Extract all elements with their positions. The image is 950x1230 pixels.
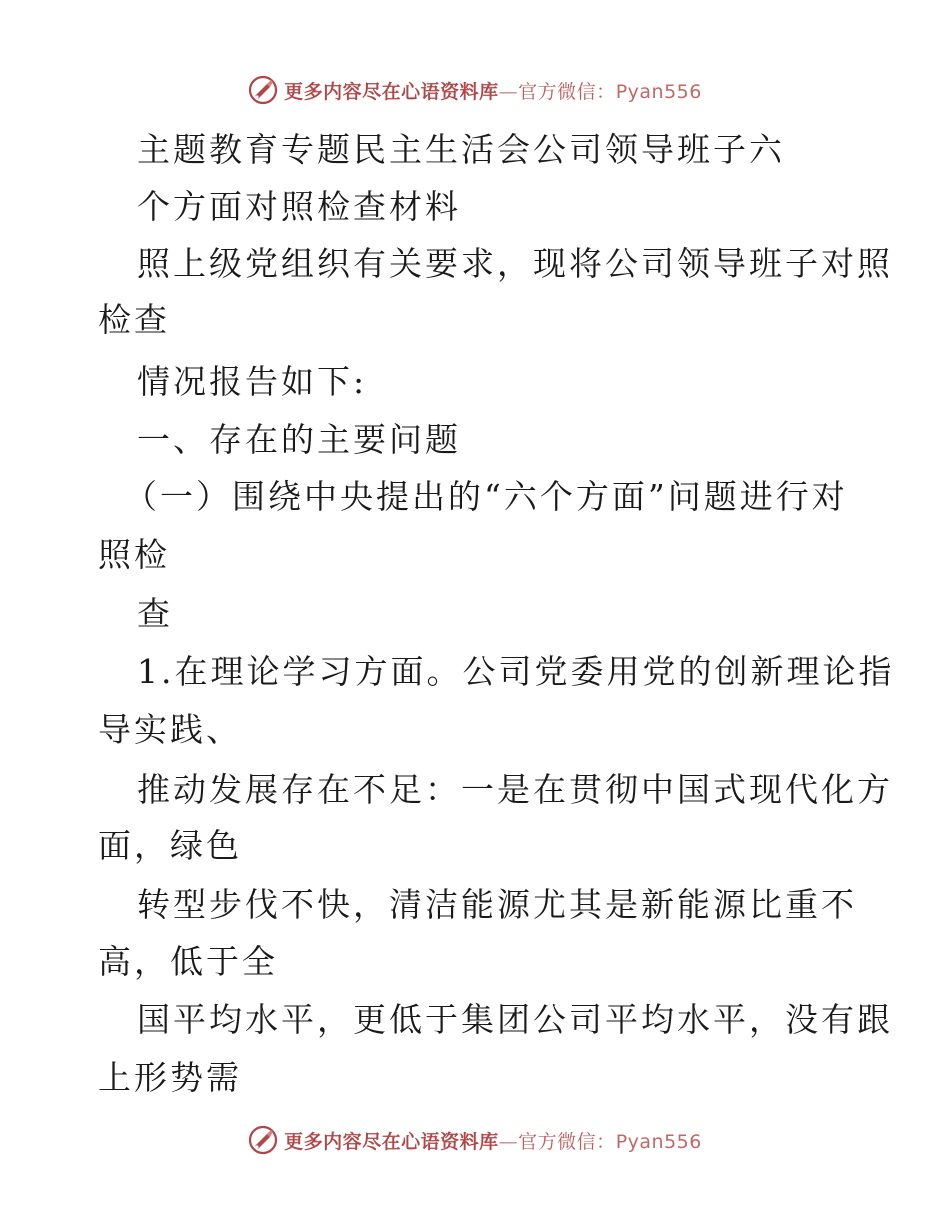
paragraph-line: 国平均水平，更低于集团公司平均水平，没有跟: [137, 1000, 893, 1039]
paragraph-line: 检查: [98, 300, 170, 339]
paragraph-line: 照上级党组织有关要求，现将公司领导班子对照: [137, 244, 893, 283]
paragraph-line: 高，低于全: [98, 942, 278, 981]
section-heading: 一、存在的主要问题: [137, 420, 461, 459]
watermark-label: 官方微信：: [518, 1130, 616, 1153]
watermark-label: 官方微信：: [518, 80, 616, 103]
watermark-text: [284, 1127, 702, 1154]
watermark-handle: Pyan556: [615, 1130, 702, 1153]
watermark-footer: [0, 1120, 950, 1160]
pen-logo-icon: [248, 75, 278, 105]
watermark-text: [284, 77, 702, 104]
paragraph-line: 情况报告如下:: [137, 362, 368, 401]
title-line-1: 主题教育专题民主生活会公司领导班子六: [137, 130, 785, 169]
paragraph-line: 上形势需: [98, 1058, 242, 1097]
paragraph-line: 导实践、: [98, 710, 242, 749]
paragraph-line: 照检: [98, 535, 170, 574]
paragraph-line: 查: [137, 594, 173, 633]
watermark-brand: 更多内容尽在心语资料库: [284, 80, 499, 103]
watermark-separator: —: [498, 80, 519, 103]
subsection-heading: （一）围绕中央提出的“六个方面”问题进行对: [124, 477, 848, 516]
paragraph-line: 1.在理论学习方面。公司党委用党的创新理论指: [137, 652, 895, 691]
paragraph-line: 转型步伐不快，清洁能源尤其是新能源比重不: [137, 885, 857, 924]
title-line-2: 个方面对照检查材料: [137, 187, 461, 226]
paragraph-line: 推动发展存在不足：一是在贯彻中国式现代化方: [137, 770, 893, 809]
paragraph-line: 面，绿色: [98, 826, 242, 865]
watermark-separator: —: [498, 1130, 519, 1153]
watermark-brand: 更多内容尽在心语资料库: [284, 1130, 499, 1153]
pen-logo-icon: [248, 1125, 278, 1155]
watermark-header: [0, 70, 950, 110]
watermark-handle: Pyan556: [615, 80, 702, 103]
